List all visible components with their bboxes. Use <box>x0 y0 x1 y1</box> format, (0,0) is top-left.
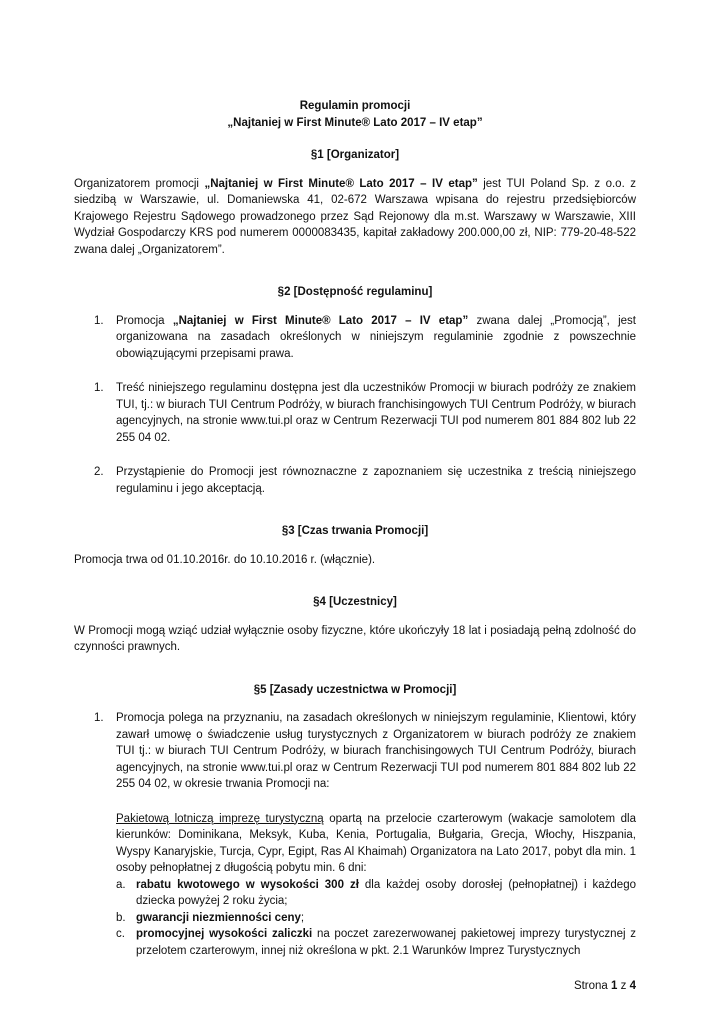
page-footer <box>574 978 636 995</box>
sub-rest: na poczet zarezerwowanej pakietowej imprezy turystycznej z przelotem czarterowym, innej niż określona w pkt. 2.1 Warunków Imprez Turystycznych <box>136 928 636 957</box>
s2-item1-pre: Promocja <box>116 314 173 327</box>
sub-list-item <box>116 910 636 927</box>
s1-pre: Organizatorem promocji <box>74 177 205 190</box>
section-5-heading: §5 [Zasady uczestnictwa w Promocji] <box>253 683 457 696</box>
list-item <box>74 313 636 363</box>
footer-label: Strona <box>573 980 608 992</box>
list-text: Treść niniejszego regulaminu dostępna jest dla uczestników Promocji w biurach podróży ze znakiem TUI, tj.: w biurach TUI Centrum Podróży, w biurach franchisingowych TUI Centrum Podróży, w biurach agencyjnych, na stronie www.tui.pl oraz w Centrum Rezerwacji TUI pod numerem 801 884 802 lub 22 255 04 02. <box>116 382 636 444</box>
sub-list <box>116 877 636 960</box>
section-1-heading: §1 [Organizator] <box>310 149 400 161</box>
title-line-2: „Najtaniej w First Minute® Lato 2017 – IV etap” <box>227 116 483 129</box>
sub-rest: ; <box>300 911 305 924</box>
total-pages: 4 <box>629 980 636 992</box>
footer-separator: z <box>620 980 627 992</box>
sub-text <box>136 910 636 927</box>
s2-item1-post: zwana dalej „Promocją”, jest organizowana na zasadach określonych w niniejszym regulaminie zgodnie z powszechnie obowiązującymi przepisami prawa. <box>116 314 636 360</box>
s1-post: jest TUI Poland Sp. z o.o. z siedzibą w Warszawie, ul. Domaniewska 41, 02-672 Warszawa wpisana do rejestru przedsiębiorców Krajowego Rejestru Sądowego prowadzonego przez Sąd Rejonowy dla m.st. Warszawy w Warszawie, XIII Wydział Gospodarczy KRS pod numerem 0000083435, kapitał zakładowy 200.000,00 zł, NIP: 779-20-48-522 zwana dalej „Organizatorem”. <box>74 177 636 256</box>
list-number: 1. <box>94 712 104 724</box>
package-term: Pakietową lotniczą imprezę turystyczną <box>116 812 324 825</box>
sub-list-item <box>116 926 636 959</box>
section-3-paragraph: Promocja trwa od 01.10.2016r. do 10.10.2016 r. (włącznie). <box>74 553 376 566</box>
list-item <box>74 464 636 497</box>
sub-label: b. <box>116 911 126 924</box>
document-title <box>74 98 636 131</box>
section-1-paragraph <box>74 176 636 259</box>
sub-bold: gwarancji niezmienności ceny <box>136 911 301 924</box>
sub-bold: rabatu kwotowego w wysokości 300 zł <box>136 878 359 891</box>
sub-list-item <box>116 877 636 910</box>
section-4-heading: §4 [Uczestnicy] <box>313 596 397 608</box>
list-text <box>116 313 636 363</box>
package-rest: opartą na przelocie czarterowym (wakacje samolotem dla kierunków: Dominikana, Meksyk, Kuba, Kenia, Portugalia, Bułgaria, Grecja, Włochy, Hiszpania, Wyspy Kanaryjskie, Turcja, Cypr, Egipt, Ras Al Khaimah) Organizatora na Lato 2017, pobyt dla min. 1 osoby pełnopłatnej z długością pobytu min. 6 dni: <box>116 812 636 874</box>
section-4-paragraph: W Promocji mogą wziąć udział wyłącznie osoby fizyczne, które ukończyły 18 lat i posiadają pełną zdolność do czynności prawnych. <box>74 624 636 653</box>
sub-rest: dla każdej osoby dorosłej (pełnopłatnej) i każdego dziecka powyżej 2 roku życia; <box>136 878 636 907</box>
sub-bold: promocyjnej wysokości zaliczki <box>136 928 313 940</box>
list-item <box>74 710 636 793</box>
list-item <box>74 380 636 446</box>
sub-label: c. <box>116 928 125 940</box>
section-3-heading: §3 [Czas trwania Promocji] <box>281 525 429 537</box>
list-number: 1. <box>94 382 104 394</box>
list-number: 1. <box>94 314 104 327</box>
package-paragraph <box>116 811 636 877</box>
section-2-heading: §2 [Dostępność regulaminu] <box>277 286 433 298</box>
list-text: Przystąpienie do Promocji jest równoznaczne z zapoznaniem się uczestnika z treścią niniejszego regulaminu i jego akceptacją. <box>116 466 636 495</box>
sub-text <box>136 877 636 910</box>
list-number: 2. <box>94 466 104 478</box>
sub-text <box>136 926 636 959</box>
promotion-name: „Najtaniej w First Minute® Lato 2017 – IV etap” <box>204 177 478 190</box>
current-page: 1 <box>611 980 618 992</box>
title-line-1: Regulamin promocji <box>299 100 411 112</box>
sub-label: a. <box>116 878 126 891</box>
document-page <box>74 98 636 959</box>
list-text: Promocja polega na przyznaniu, na zasadach określonych w niniejszym regulaminie, Klientowi, który zawarł umowę o świadczenie usług turystycznych z Organizatorem w biurach podróży ze znakiem TUI tj.: w biurach TUI Centrum Podróży, w biurach franchisingowych TUI Centrum Podróży, biurach agencyjnych, na stronie www.tui.pl oraz w Centrum Rezerwacji TUI pod numerem 801 884 802 lub 22 255 04 02, w okresie trwania Promocji na: <box>116 712 636 790</box>
promotion-name: „Najtaniej w First Minute® Lato 2017 – IV etap” <box>172 314 469 327</box>
